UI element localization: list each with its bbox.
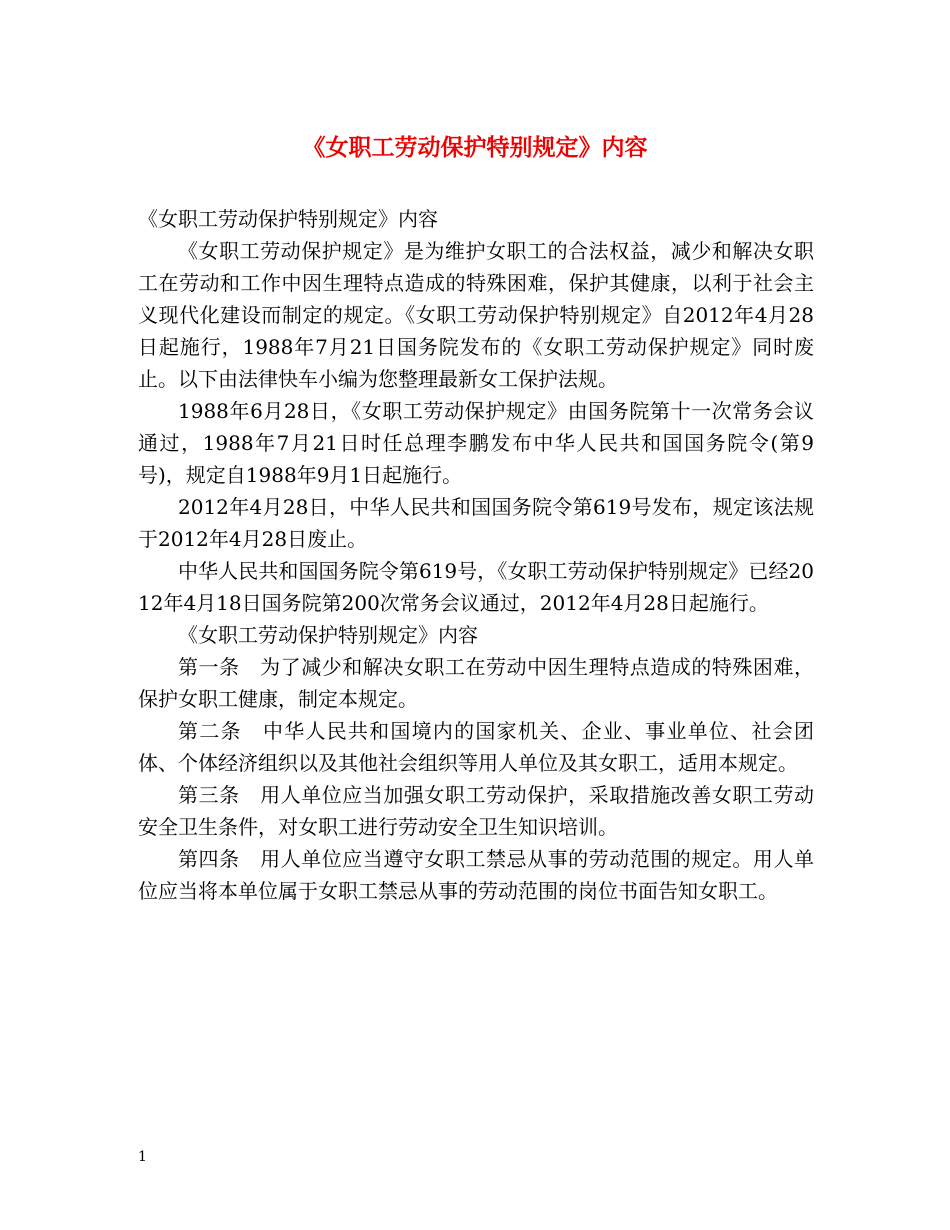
paragraph: 2012年4月28日，中华人民共和国国务院令第619号发布，规定该法规于2012年4月28日废止。 bbox=[138, 495, 814, 551]
paragraph: 1988年6月28日，《女职工劳动保护规定》由国务院第十一次常务会议通过，1988年7月21日时任总理李鹏发布中华人民共和国国务院令(第9号)，规定自1988年9月1日起施行。 bbox=[138, 399, 814, 487]
paragraph: 《女职工劳动保护特别规定》内容 bbox=[138, 207, 438, 231]
paragraph: 第四条 用人单位应当遵守女职工禁忌从事的劳动范围的规定。用人单位应当将本单位属于女职工禁忌从事的劳动范围的岗位书面告知女职工。 bbox=[138, 847, 814, 903]
page-number: 1 bbox=[138, 1149, 147, 1165]
paragraph: 《女职工劳动保护规定》是为维护女职工的合法权益，减少和解决女职工在劳动和工作中因生理特点造成的特殊困难，保护其健康，以利于社会主义现代化建设而制定的规定。《女职工劳动保护特别规定》自2012年4月28日起施行，1988年7月21日国务院发布的《女职工劳动保护规定》同时废止。以下由法律快车小编为您整理最新女工保护法规。 bbox=[138, 239, 814, 391]
document-body bbox=[138, 203, 814, 907]
document-title: 《女职工劳动保护特别规定》内容 bbox=[302, 134, 648, 161]
paragraph: 第三条 用人单位应当加强女职工劳动保护，采取措施改善女职工劳动安全卫生条件，对女职工进行劳动安全卫生知识培训。 bbox=[138, 783, 814, 839]
paragraph: 第二条 中华人民共和国境内的国家机关、企业、事业单位、社会团体、个体经济组织以及其他社会组织等用人单位及其女职工，适用本规定。 bbox=[138, 719, 814, 775]
paragraph: 中华人民共和国国务院令第619号，《女职工劳动保护特别规定》已经2012年4月18日国务院第200次常务会议通过，2012年4月28日起施行。 bbox=[138, 559, 814, 615]
paragraph: 《女职工劳动保护特别规定》内容 bbox=[178, 623, 478, 647]
paragraph: 第一条 为了减少和解决女职工在劳动中因生理特点造成的特殊困难，保护女职工健康，制定本规定。 bbox=[138, 655, 814, 711]
